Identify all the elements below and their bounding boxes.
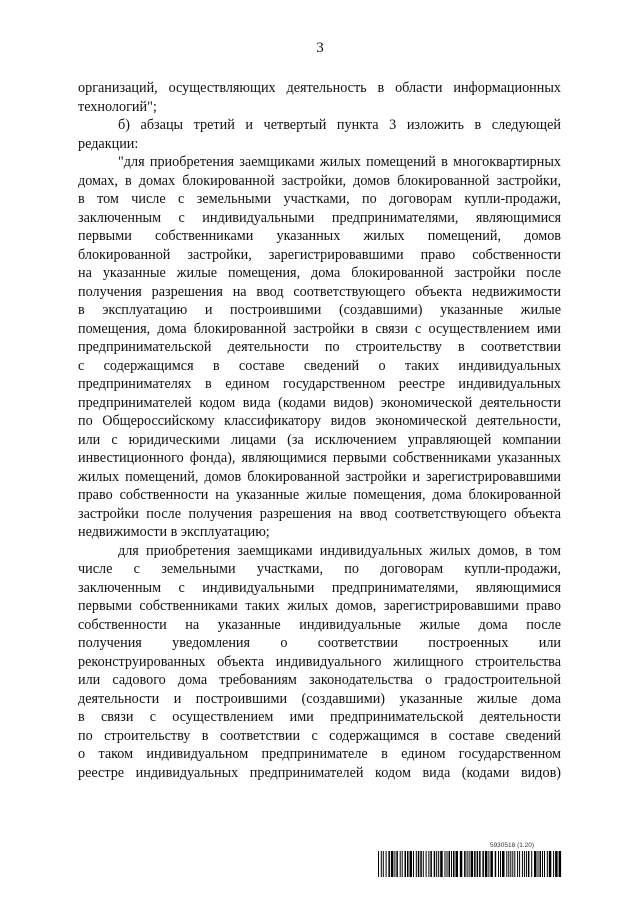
text-line: или садового дома требованиям законодательства о градостроительной — [78, 672, 561, 688]
text-line: в связи с осуществлением ими предпринимательской деятельности — [78, 709, 561, 725]
page-number: 3 — [316, 40, 324, 56]
text-line: реестре индивидуальных предпринимателей кодом вида (кодами видов) — [78, 764, 561, 781]
text-line: редакции: — [78, 135, 139, 152]
barcode — [378, 851, 562, 877]
text-line: б) абзацы третий и четвертый пункта 3 изложить в следующей — [118, 117, 561, 133]
text-line: предпринимателях в едином государственном реестре индивидуальных — [78, 376, 561, 392]
text-line: или с юридическими лицами (за исключением управляющей компании — [78, 431, 561, 448]
text-line: право собственности на указанные жилые помещения, дома блокированной — [78, 487, 561, 503]
text-line: деятельности и построившими (создавшими) указанные жилые дома — [78, 690, 561, 707]
text-line: "для приобретения заемщиками жилых помещений в многоквартирных — [118, 154, 561, 170]
text-line: заключенным с индивидуальными предпринимателями, являющимися — [78, 579, 561, 596]
document-code: 5930518 (1.20) — [489, 842, 535, 849]
text-line: по Общероссийскому классификатору видов экономической деятельности, — [78, 413, 561, 429]
text-line: первыми собственниками указанных жилых помещений, домов — [78, 228, 561, 244]
text-line: получения уведомления о соответствии построенных или — [78, 635, 561, 651]
text-line: заключенным с индивидуальными предпринимателями, являющимися — [78, 209, 561, 226]
text-line: недвижимости в эксплуатацию; — [78, 524, 270, 540]
text-line: инвестиционного фонда), являющимися первыми собственниками указанных — [78, 450, 561, 466]
text-line: реконструированных объекта индивидуального жилищного строительства — [78, 653, 561, 670]
text-line: с содержащимся в составе сведений о таких индивидуальных — [78, 357, 561, 374]
text-line: на указанные жилые помещения, дома блокированной застройки после — [78, 265, 561, 281]
text-line: числе с земельными участками, по договорам купли-продажи, — [78, 561, 561, 577]
text-line: в эксплуатацию и построившими (создавшими) указанные жилые — [78, 302, 561, 318]
text-line: получения разрешения на ввод соответствующего объекта недвижимости — [78, 283, 561, 300]
text-line: в том числе с земельными участками, по договорам купли-продажи, — [78, 191, 561, 207]
text-line: организаций, осуществляющих деятельность в области информационных — [78, 80, 561, 96]
text-line: домах, в домах блокированной застройки, домов блокированной застройки, — [78, 172, 561, 189]
text-line: первыми собственниками таких жилых домов, зарегистрировавшими право — [78, 598, 561, 614]
text-line: для приобретения заемщиками индивидуальных жилых домов, в том — [118, 542, 561, 559]
text-line: блокированной застройки, зарегистрировавшими право собственности — [78, 246, 561, 263]
text-line: предпринимательской деятельности по строительству в соответствии — [78, 339, 561, 355]
text-line: жилых помещений, домов блокированной застройки и зарегистрировавшими — [78, 468, 561, 485]
text-line: о таком индивидуальном предпринимателе в едином государственном — [78, 746, 561, 762]
document-body — [78, 79, 561, 782]
text-line: помещения, дома блокированной застройки в связи с осуществлением ими — [78, 320, 561, 337]
text-line: собственности на указанные индивидуальные жилые дома после — [78, 616, 561, 633]
text-line: технологий"; — [78, 98, 157, 115]
text-line: по строительству в соответствии с содержащимся в составе сведений — [78, 727, 561, 744]
text-line: застройки после получения разрешения на ввод соответствующего объекта — [78, 505, 561, 522]
text-line: предпринимателей кодом вида (кодами видов) экономической деятельности — [78, 394, 561, 411]
